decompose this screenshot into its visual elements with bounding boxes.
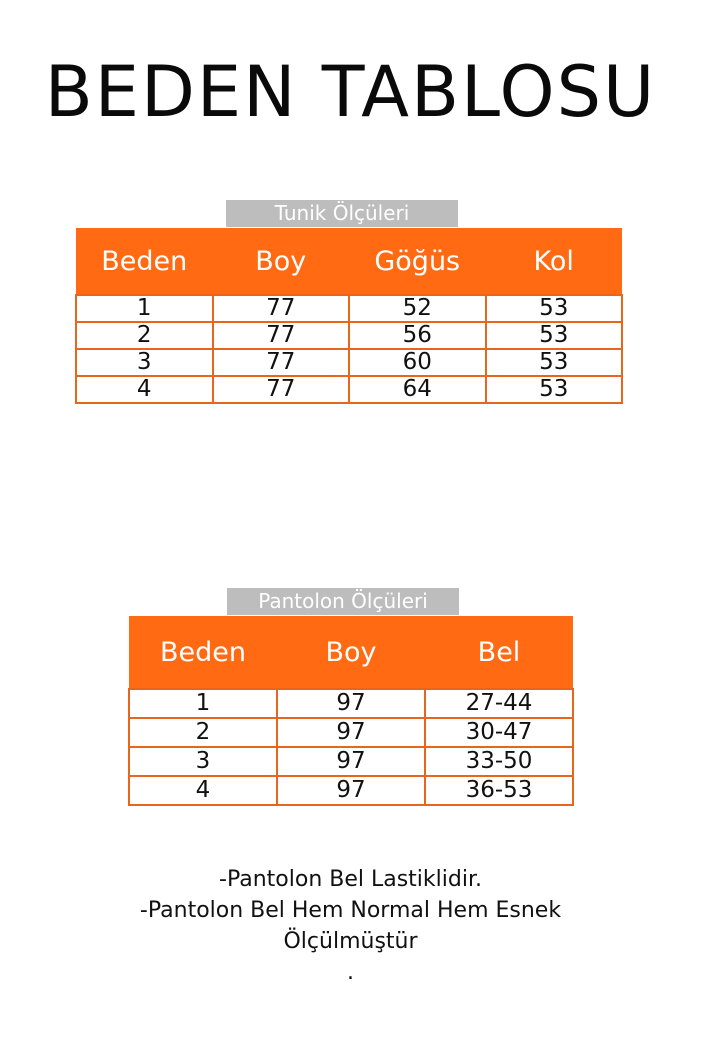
- notes: [0, 864, 701, 988]
- page-title: BEDEN TABLOSU: [44, 51, 657, 133]
- pantolon-header-bel: Bel: [425, 616, 573, 689]
- tunik-cell-kol: 53: [486, 295, 623, 322]
- note-line: Ölçülmüştür: [283, 929, 418, 954]
- pantolon-cell-beden: 2: [129, 718, 277, 747]
- pantolon-caption: Pantolon Ölçüleri: [227, 588, 459, 615]
- pantolon-cell-beden: 3: [129, 747, 277, 776]
- note-line: -Pantolon Bel Hem Normal Hem Esnek: [139, 898, 562, 923]
- table-row: [76, 322, 622, 349]
- tunik-cell-kol: 53: [486, 349, 623, 376]
- tunik-cell-gogus: 52: [349, 295, 486, 322]
- pantolon-cell-bel: 36-53: [425, 776, 573, 805]
- note-line: -Pantolon Bel Lastiklidir.: [219, 867, 482, 892]
- tunik-cell-kol: 53: [486, 322, 623, 349]
- note-line: .: [347, 960, 354, 985]
- tunik-cell-boy: 77: [213, 376, 350, 403]
- tunik-cell-gogus: 56: [349, 322, 486, 349]
- pantolon-cell-boy: 97: [277, 689, 425, 718]
- pantolon-cell-boy: 97: [277, 718, 425, 747]
- tunik-cell-gogus: 64: [349, 376, 486, 403]
- table-row: [129, 747, 573, 776]
- pantolon-cell-beden: 1: [129, 689, 277, 718]
- table-row: [76, 376, 622, 403]
- pantolon-header-row: [129, 616, 573, 689]
- table-row: [129, 776, 573, 805]
- tunik-cell-boy: 77: [213, 295, 350, 322]
- tunik-cell-gogus: 60: [349, 349, 486, 376]
- tunik-header-row: [76, 228, 622, 295]
- tunik-header-gogus: Göğüs: [349, 228, 486, 295]
- table-row: [76, 349, 622, 376]
- pantolon-header-boy: Boy: [277, 616, 425, 689]
- table-row: [129, 689, 573, 718]
- table-row: [129, 718, 573, 747]
- tunik-size-table: [75, 228, 623, 404]
- tunik-cell-beden: 4: [76, 376, 213, 403]
- tunik-cell-boy: 77: [213, 322, 350, 349]
- tunik-cell-beden: 1: [76, 295, 213, 322]
- tunik-header-boy: Boy: [213, 228, 350, 295]
- pantolon-cell-boy: 97: [277, 776, 425, 805]
- tunik-cell-beden: 3: [76, 349, 213, 376]
- pantolon-size-table: [128, 616, 574, 806]
- tunik-caption: Tunik Ölçüleri: [226, 200, 458, 227]
- tunik-cell-kol: 53: [486, 376, 623, 403]
- tunik-cell-boy: 77: [213, 349, 350, 376]
- tunik-cell-beden: 2: [76, 322, 213, 349]
- tunik-header-kol: Kol: [486, 228, 623, 295]
- pantolon-header-beden: Beden: [129, 616, 277, 689]
- pantolon-cell-boy: 97: [277, 747, 425, 776]
- pantolon-cell-bel: 33-50: [425, 747, 573, 776]
- tunik-header-beden: Beden: [76, 228, 213, 295]
- table-row: [76, 295, 622, 322]
- pantolon-cell-bel: 27-44: [425, 689, 573, 718]
- pantolon-cell-beden: 4: [129, 776, 277, 805]
- pantolon-cell-bel: 30-47: [425, 718, 573, 747]
